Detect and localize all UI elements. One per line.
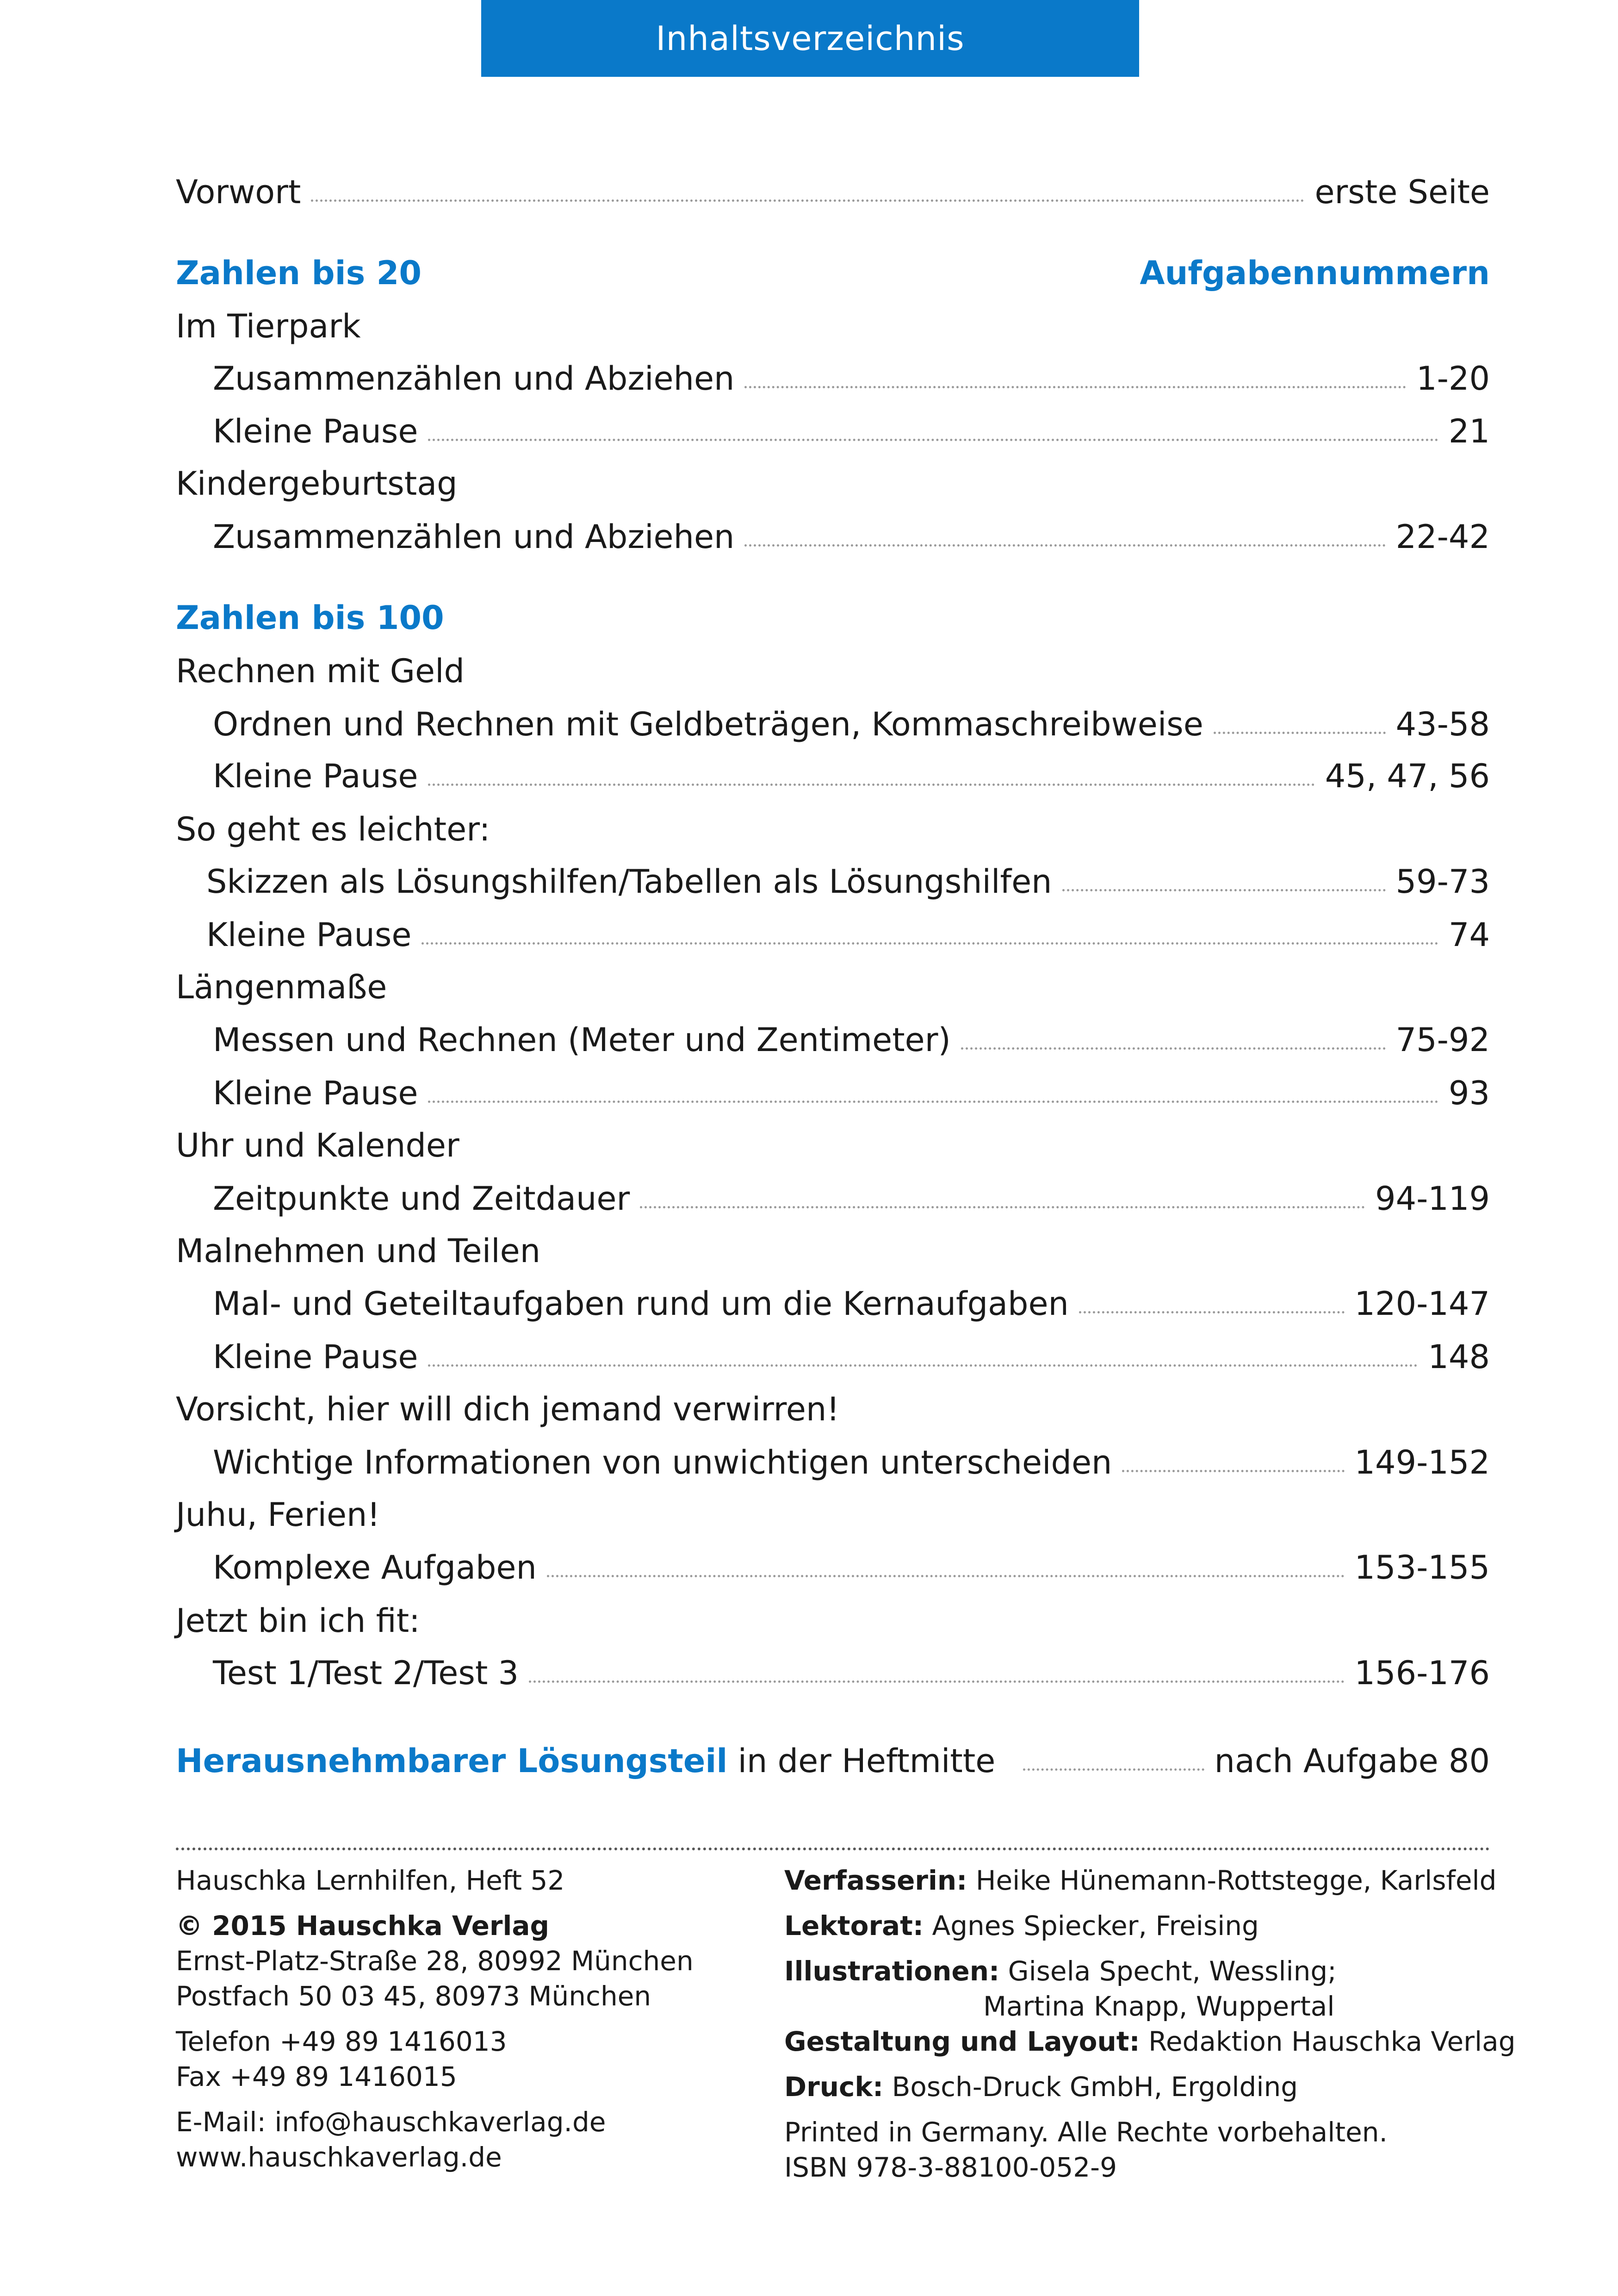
divider [176,1848,1490,1850]
toc-row: Wichtige Informationen von unwichtigen unterscheiden 149-152 [213,1444,1490,1481]
leader-dots [311,199,1304,202]
toc-number: erste Seite [1314,173,1490,211]
website-url: www.hauschkaverlag.de [176,2141,502,2173]
toc-row-vorwort [176,157,1490,211]
loesungsteil-label: Herausnehmbarer Lösungsteil [176,1742,728,1780]
toc-category: Rechnen mit Geld [176,652,465,690]
toc-row: Kleine Pause 148 [213,1338,1490,1376]
toc-category: So geht es leichter: [176,810,490,848]
leader-dots [428,784,1314,786]
section-heading-zahlen-bis-20: Zahlen bis 20 Aufgabennummern [176,254,1490,292]
toc-label: Vorwort [176,173,301,211]
leader-dots [961,1047,1386,1050]
toc-category: Jetzt bin ich fit: [176,1602,420,1640]
toc-category: Juhu, Ferien! [176,1496,380,1534]
leader-dots [547,1575,1345,1577]
toc-category: Im Tierpark [176,307,361,345]
toc-row: Zusammenzählen und Abziehen 22-42 [213,518,1490,556]
toc-category: Vorsicht, hier will dich jemand verwirren! [176,1390,840,1428]
toc-row: Ordnen und Rechnen mit Geldbeträgen, Kommaschreibweise 43-58 [213,705,1490,743]
toc-row: Messen und Rechnen (Meter und Zentimeter) 75-92 [213,1021,1490,1059]
toc-row: Kleine Pause 21 [213,412,1490,450]
toc-row: Komplexe Aufgaben 153-155 [213,1549,1490,1587]
toc-row: Mal- und Geteiltaufgaben rund um die Kernaufgaben 120-147 [213,1285,1490,1323]
toc-row: Zeitpunkte und Zeitdauer 94-119 [213,1180,1490,1218]
toc-row: Kleine Pause 93 [213,1074,1490,1112]
leader-dots [1062,889,1386,891]
toc-row: Zusammenzählen und Abziehen 1-20 [213,360,1490,398]
leader-dots [1214,732,1386,734]
leader-dots [1122,1470,1344,1472]
leader-dots [428,1364,1418,1367]
page-title: Inhaltsverzeichnis [481,0,1139,77]
toc-row: Kleine Pause 74 [206,916,1490,954]
imprint-left: Hauschka Lernhilfen, Heft 52 © 2015 Hauschka Verlag Ernst-Platz-Straße 28, 80992 München Postfach 50 03 45, 80973 München Telefon +49 89 1416013 Fax +49 89 1416015 E-Mail: info@hauschkaverlag.de www.hauschkaverlag.de [176,1863,694,2175]
toc-category: Kindergeburtstag [176,465,458,503]
toc-row: Test 1/Test 2/Test 3 156-176 [213,1654,1490,1692]
toc-category: Malnehmen und Teilen [176,1232,541,1270]
toc-row-loesungsteil: Herausnehmbarer Lösungsteil in der Heftmitte nach Aufgabe 80 [176,1742,1490,1780]
leader-dots [529,1680,1344,1683]
leader-dots [428,439,1438,441]
section-heading-zahlen-bis-100: Zahlen bis 100 [176,599,444,637]
email-address: E-Mail: info@hauschkaverlag.de [176,2106,606,2138]
leader-dots [422,942,1438,945]
toc-category: Längenmaße [176,968,387,1006]
toc-row: Kleine Pause 45, 47, 56 [213,757,1490,795]
leader-dots [1023,1768,1204,1771]
toc-row: Skizzen als Lösungshilfen/Tabellen als Lösungshilfen 59-73 [206,863,1490,901]
leader-dots [744,386,1406,388]
column-heading-aufgabennummern: Aufgabennummern [1140,254,1490,292]
leader-dots [1079,1311,1345,1313]
isbn: ISBN 978-3-88100-052-9 [784,2152,1117,2183]
leader-dots [428,1101,1438,1103]
leader-dots [640,1206,1365,1208]
toc-category: Uhr und Kalender [176,1126,459,1164]
leader-dots [744,544,1385,547]
imprint-right: Verfasserin: Heike Hünemann-Rottstegge, Karlsfeld Lektorat: Agnes Spiecker, Freising Illustrationen: Gisela Specht, Wessling; Martina Knapp, Wuppertal Gestaltung und Layout: Redaktion Hauschka Verlag Druck: Bosch-Druck GmbH, Ergolding Printed in Germany. Alle Rechte vorbehalten. ISBN 978-3-88100-052-9 [784,1863,1516,2185]
